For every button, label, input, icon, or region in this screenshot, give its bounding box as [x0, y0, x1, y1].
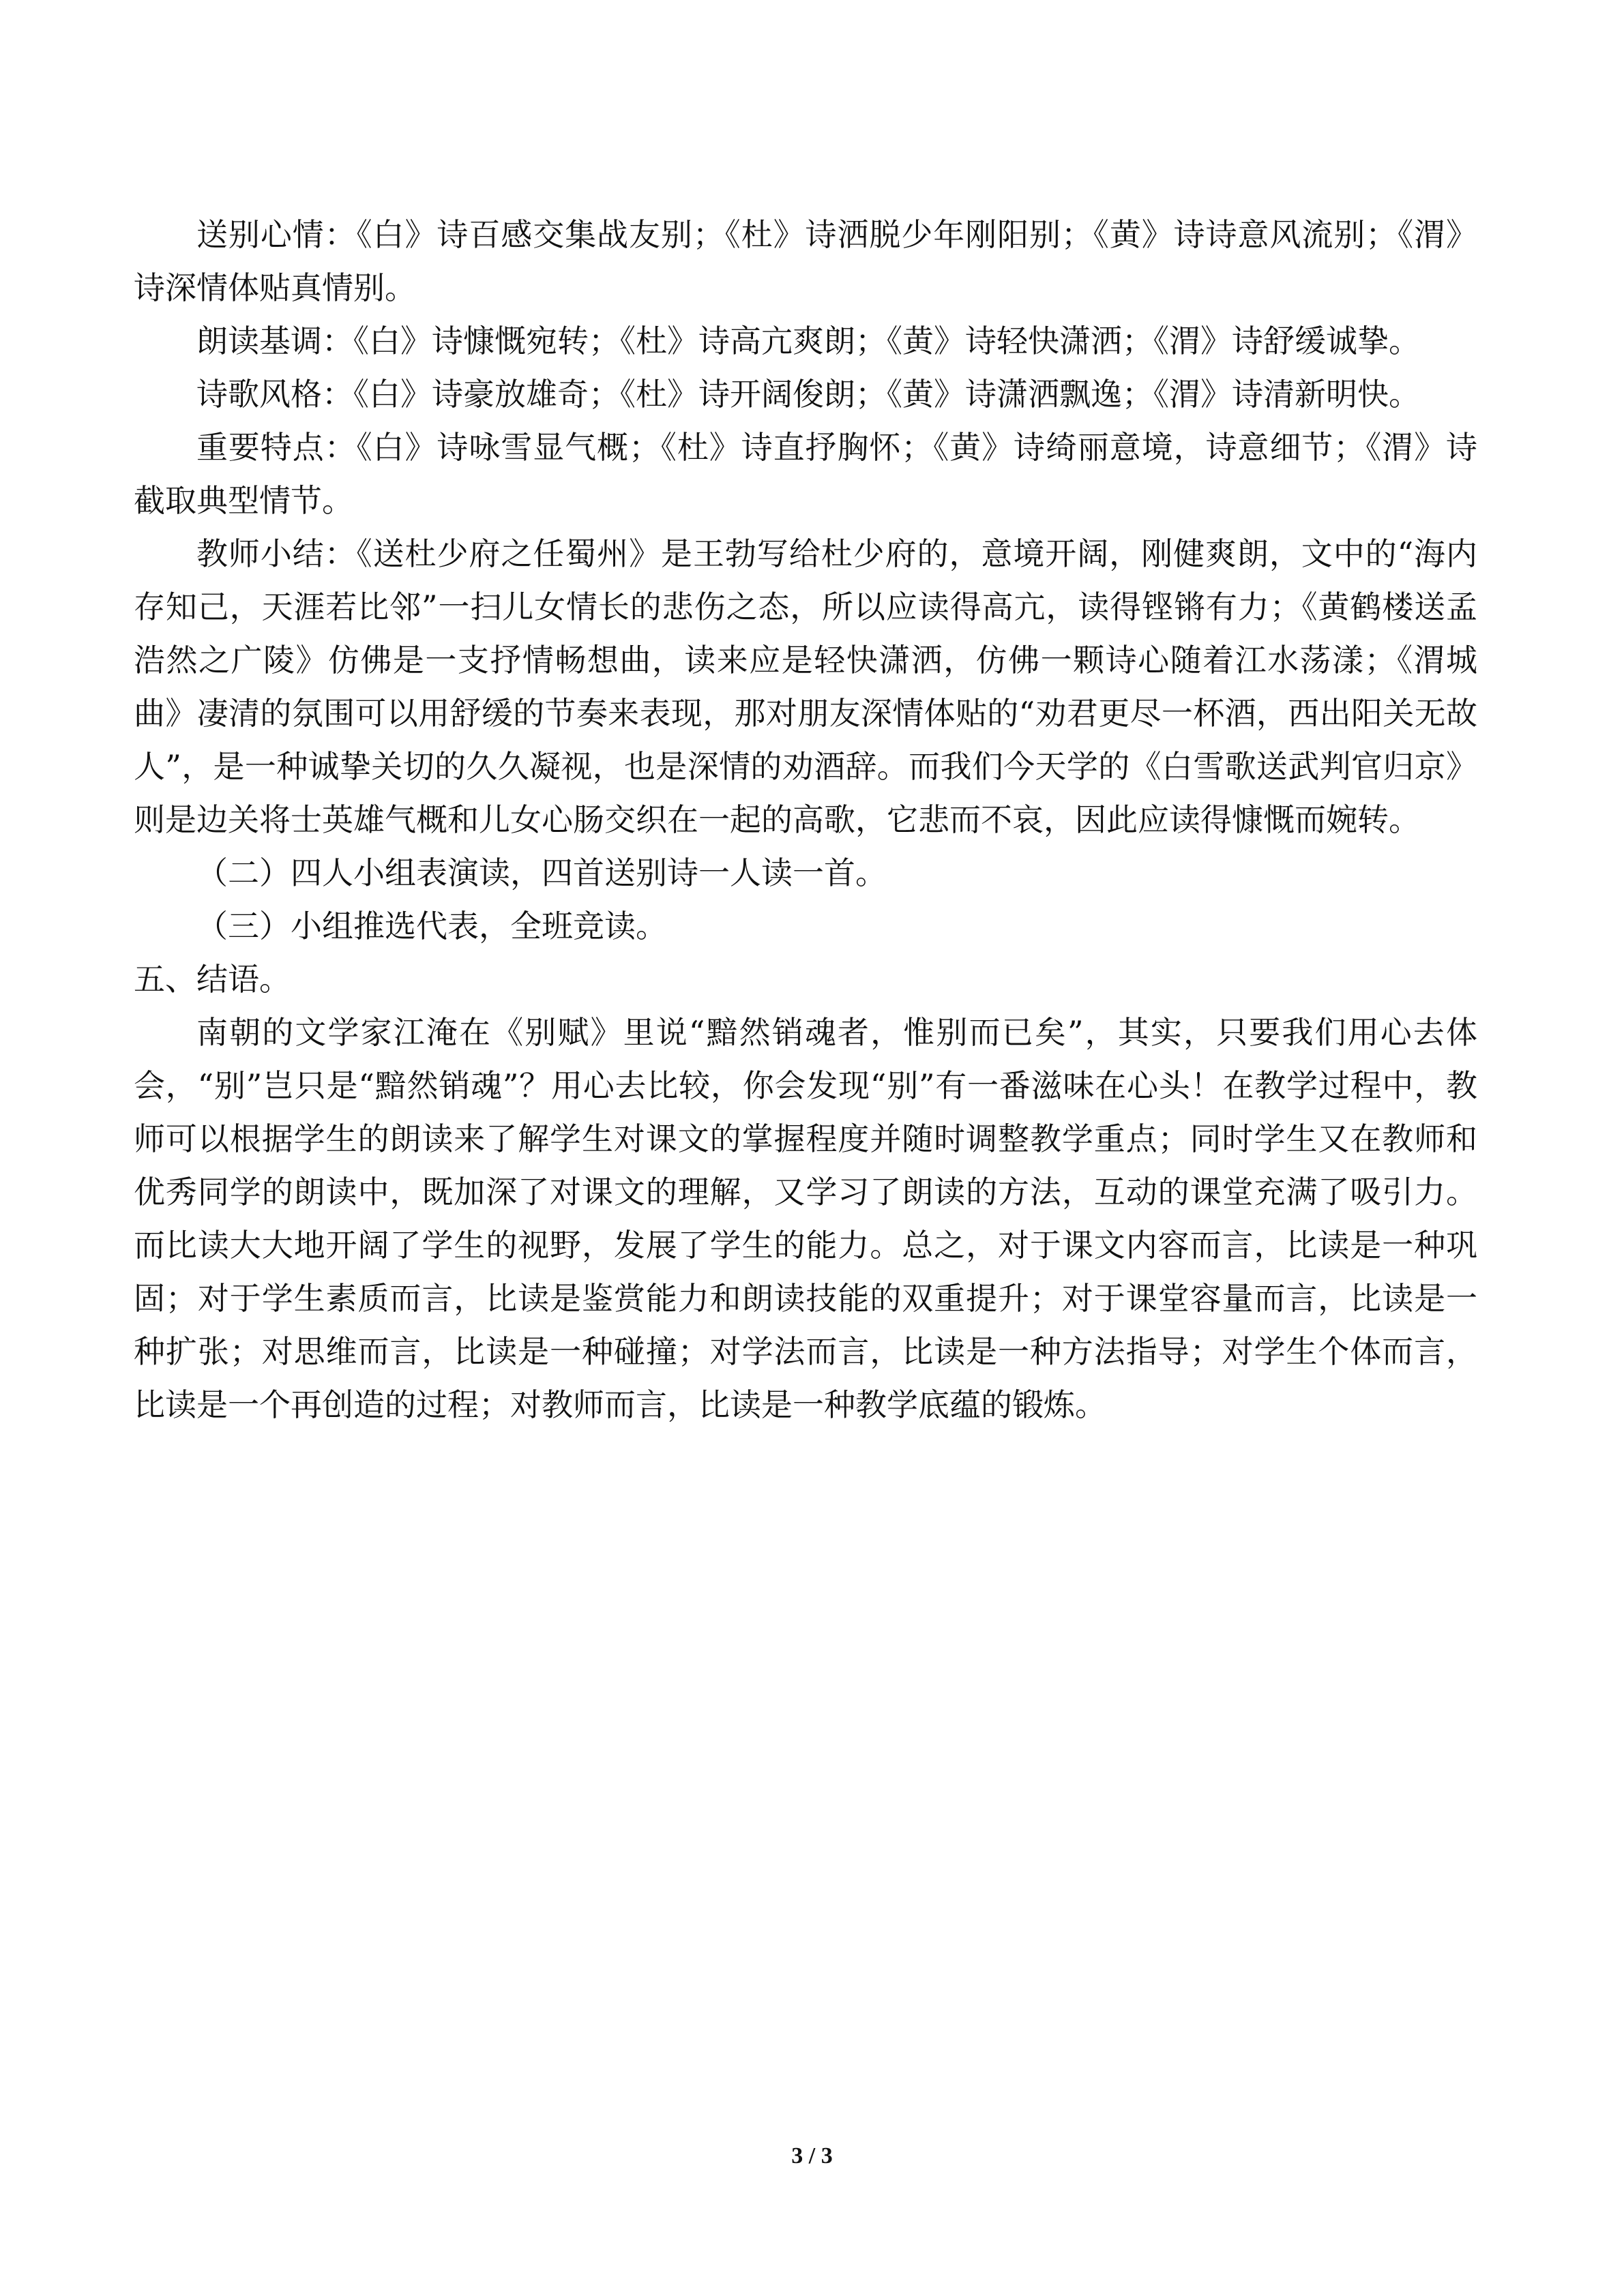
page-number: 3 / 3 [791, 2143, 833, 2168]
document-body [134, 208, 1477, 1431]
paragraph-step-two: （二）四人小组表演读，四首送别诗一人读一首。 [196, 854, 887, 891]
section-heading-conclusion: 五、结语。 [134, 961, 291, 998]
paragraph-farewell-mood: 送别心情：《白》诗百感交集战友别；《杜》诗洒脱少年刚阳别；《黄》诗诗意风流别；《渭》诗深情体贴真情别。 [134, 216, 1477, 306]
paragraph-key-features: 重要特点：《白》诗咏雪显气概；《杜》诗直抒胸怀；《黄》诗绮丽意境，诗意细节；《渭》诗截取典型情节。 [134, 429, 1477, 519]
paragraph-teacher-summary: 教师小结：《送杜少府之任蜀州》是王勃写给杜少府的，意境开阔，刚健爽朗，文中的“海内存知己，天涯若比邻”一扫儿女情长的悲伤之态，所以应读得高亢，读得铿锵有力；《黄鹤楼送孟浩然之广陵》仿佛是一支抒情畅想曲，读来应是轻快潇洒，仿佛一颗诗心随着江水荡漾；《渭城曲》凄清的氛围可以用舒缓的节奏来表现，那对朋友深情体贴的“劝君更尽一杯酒，西出阳关无故人”，是一种诚挚关切的久久凝视，也是深情的劝酒辞。而我们今天学的《白雪歌送武判官归京》则是边关将士英雄气概和儿女心肠交织在一起的高歌，它悲而不哀，因此应读得慷慨而婉转。 [134, 535, 1477, 838]
paragraph-poetry-style: 诗歌风格：《白》诗豪放雄奇；《杜》诗开阔俊朗；《黄》诗潇洒飘逸；《渭》诗清新明快。 [196, 376, 1420, 413]
paragraph-conclusion: 南朝的文学家江淹在《别赋》里说“黯然销魂者，惟别而已矣”，其实，只要我们用心去体会，“别”岂只是“黯然销魂”？用心去比较，你会发现“别”有一番滋味在心头！在教学过程中，教师可以根据学生的朗读来了解学生对课文的掌握程度并随时调整教学重点；同时学生又在教师和优秀同学的朗读中，既加深了对课文的理解，又学习了朗读的方法，互动的课堂充满了吸引力。而比读大大地开阔了学生的视野，发展了学生的能力。总之，对于课文内容而言，比读是一种巩固；对于学生素质而言，比读是鉴赏能力和朗读技能的双重提升；对于课堂容量而言，比读是一种扩张；对思维而言，比读是一种碰撞；对学法而言，比读是一种方法指导；对学生个体而言，比读是一个再创造的过程；对教师而言，比读是一种教学底蕴的锻炼。 [134, 1014, 1477, 1423]
paragraph-reading-tone: 朗读基调：《白》诗慷慨宛转；《杜》诗高亢爽朗；《黄》诗轻快潇洒；《渭》诗舒缓诚挚。 [196, 323, 1420, 359]
paragraph-step-three: （三）小组推选代表，全班竞读。 [196, 908, 667, 944]
